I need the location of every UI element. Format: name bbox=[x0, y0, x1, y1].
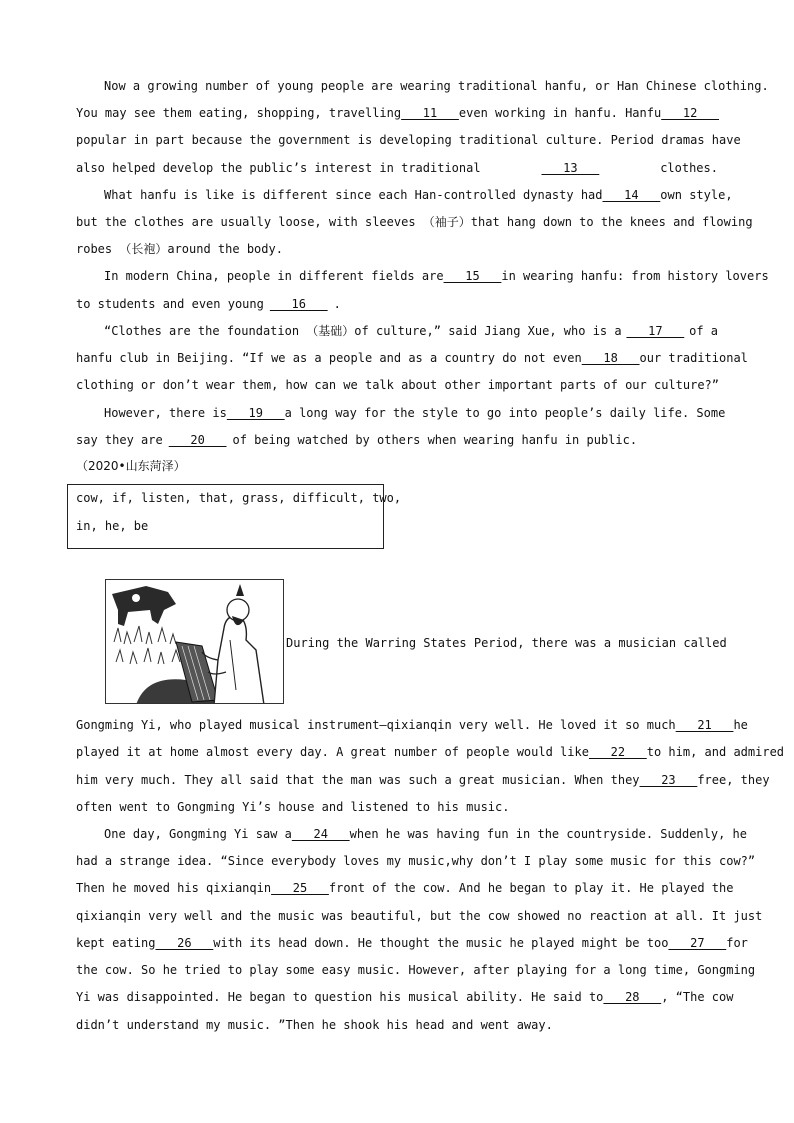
answer-blank: 13 bbox=[541, 161, 600, 175]
text-line bbox=[76, 376, 718, 394]
word-bank-box bbox=[67, 484, 402, 549]
answer-blank: 28 bbox=[603, 990, 662, 1004]
text-line bbox=[104, 267, 769, 285]
text-line bbox=[76, 295, 718, 313]
answer-blank: 21 bbox=[675, 718, 734, 732]
text-line bbox=[76, 213, 753, 231]
text-segment: had a strange idea. “Since everybody loves my music,why don’t I play some music for this cow?” bbox=[76, 854, 756, 868]
text-line bbox=[76, 852, 756, 870]
answer-blank: 15 bbox=[443, 269, 502, 283]
text-line bbox=[76, 104, 718, 122]
text-line bbox=[76, 771, 770, 789]
text-line bbox=[104, 825, 747, 843]
text-segment: in wearing hanfu: from history lovers bbox=[501, 269, 769, 283]
text-line bbox=[76, 743, 785, 761]
text-line bbox=[76, 961, 756, 979]
text-segment: a long way for the style to go into people’s daily life. Some bbox=[284, 406, 726, 420]
text-line bbox=[76, 907, 763, 925]
text-segment: with its head down. He thought the music he played might be too bbox=[213, 936, 669, 950]
answer-blank: 19 bbox=[226, 406, 285, 420]
answer-blank: 11 bbox=[401, 106, 459, 120]
text-segment: One day, Gongming Yi saw a bbox=[104, 827, 292, 841]
text-line bbox=[104, 186, 733, 204]
text-segment: to him, and admired bbox=[646, 745, 785, 759]
text-segment: the cow. So he tried to play some easy music. However, after playing for a long time, Gongming bbox=[76, 963, 756, 977]
text-line bbox=[76, 798, 718, 816]
answer-blank: 25 bbox=[271, 881, 329, 895]
word-bank-line-1: cow, if, listen, that, grass, difficult, two, bbox=[76, 491, 402, 505]
text-line bbox=[76, 934, 748, 952]
text-segment: , “The cow bbox=[661, 990, 734, 1004]
text-line bbox=[76, 131, 741, 149]
text-line bbox=[104, 77, 769, 95]
text-line bbox=[76, 879, 734, 897]
text-segment: Then he moved his qixianqin bbox=[76, 881, 272, 895]
text-segment: clothing or don’t wear them, how can we talk about other important parts of our culture?” bbox=[76, 378, 719, 392]
answer-blank: 14 bbox=[602, 188, 661, 202]
text-segment: he bbox=[733, 718, 748, 732]
text-segment: often went to Gongming Yi’s house and listened to his music. bbox=[76, 800, 510, 814]
passage-music-first-line bbox=[286, 634, 727, 652]
text-segment: our traditional bbox=[639, 351, 748, 365]
text-segment: “Clothes are the foundation （基础）of culture,” said Jiang Xue, who is a bbox=[104, 324, 622, 338]
text-segment: played it at home almost every day. A great number of people would like bbox=[76, 745, 589, 759]
text-segment: What hanfu is like is different since each Han-controlled dynasty had bbox=[104, 188, 603, 202]
text-segment: You may see them eating, shopping, travelling bbox=[76, 106, 402, 120]
text-line bbox=[104, 322, 718, 340]
text-segment: for bbox=[726, 936, 748, 950]
text-segment: Gongming Yi, who played musical instrument—qixianqin very well. He loved it so much bbox=[76, 718, 676, 732]
text-segment: also helped develop the public’s interest in traditional bbox=[76, 161, 481, 175]
answer-blank: 12 bbox=[661, 106, 719, 120]
text-line bbox=[76, 349, 748, 367]
text-segment: him very much. They all said that the man was such a great musician. When they bbox=[76, 773, 640, 787]
text-segment: say they are bbox=[76, 433, 163, 447]
answer-blank: 26 bbox=[155, 936, 214, 950]
text-segment: when he was having fun in the countryside. Suddenly, he bbox=[349, 827, 747, 841]
text-segment: qixianqin very well and the music was beautiful, but the cow showed no reaction at all. It just bbox=[76, 909, 763, 923]
text-segment: free, they bbox=[697, 773, 770, 787]
text-segment: own style, bbox=[660, 188, 733, 202]
text-segment: popular in part because the government is developing traditional culture. Period dramas have bbox=[76, 133, 741, 147]
illustration-musician-and-cow bbox=[105, 579, 284, 704]
text-segment: Yi was disappointed. He began to question his musical ability. He said to bbox=[76, 990, 604, 1004]
text-segment: of a bbox=[689, 324, 718, 338]
text-segment: of being watched by others when wearing hanfu in public. bbox=[232, 433, 638, 447]
text-line bbox=[76, 431, 718, 449]
answer-blank: 16 bbox=[269, 297, 328, 311]
text-segment: During the Warring States Period, there was a musician called bbox=[286, 636, 727, 650]
text-segment: front of the cow. And he began to play it. He played the bbox=[328, 881, 734, 895]
text-segment: didn’t understand my music. ”Then he shook his head and went away. bbox=[76, 1018, 553, 1032]
source-label: （2020•山东菏泽） bbox=[76, 459, 186, 473]
word-bank-line-2: in, he, be bbox=[76, 519, 149, 533]
answer-blank: 27 bbox=[668, 936, 727, 950]
text-segment: In modern China, people in different fields are bbox=[104, 269, 444, 283]
text-line bbox=[76, 159, 718, 177]
text-line bbox=[76, 1016, 718, 1034]
text-segment: kept eating bbox=[76, 936, 156, 950]
answer-blank: 18 bbox=[581, 351, 640, 365]
answer-blank: 22 bbox=[588, 745, 647, 759]
text-segment: to students and even young bbox=[76, 297, 264, 311]
answer-blank: 17 bbox=[626, 324, 685, 338]
text-line bbox=[76, 240, 718, 258]
text-segment: hanfu club in Beijing. “If we as a people and as a country do not even bbox=[76, 351, 582, 365]
text-segment: However, there is bbox=[104, 406, 227, 420]
text-line bbox=[76, 716, 748, 734]
answer-blank: 23 bbox=[639, 773, 698, 787]
text-segment: . bbox=[333, 297, 341, 311]
text-line bbox=[76, 988, 734, 1006]
answer-blank: 24 bbox=[291, 827, 350, 841]
text-segment: even working in hanfu. Hanfu bbox=[458, 106, 662, 120]
text-segment: robes （长袍）around the body. bbox=[76, 242, 283, 256]
answer-blank: 20 bbox=[168, 433, 227, 447]
text-segment: Now a growing number of young people are wearing traditional hanfu, or Han Chinese clothing. bbox=[104, 79, 769, 93]
text-segment: but the clothes are usually loose, with sleeves （袖子）that hang down to the knees and flowing bbox=[76, 215, 753, 229]
text-line bbox=[104, 404, 726, 422]
text-segment: clothes. bbox=[660, 161, 718, 175]
